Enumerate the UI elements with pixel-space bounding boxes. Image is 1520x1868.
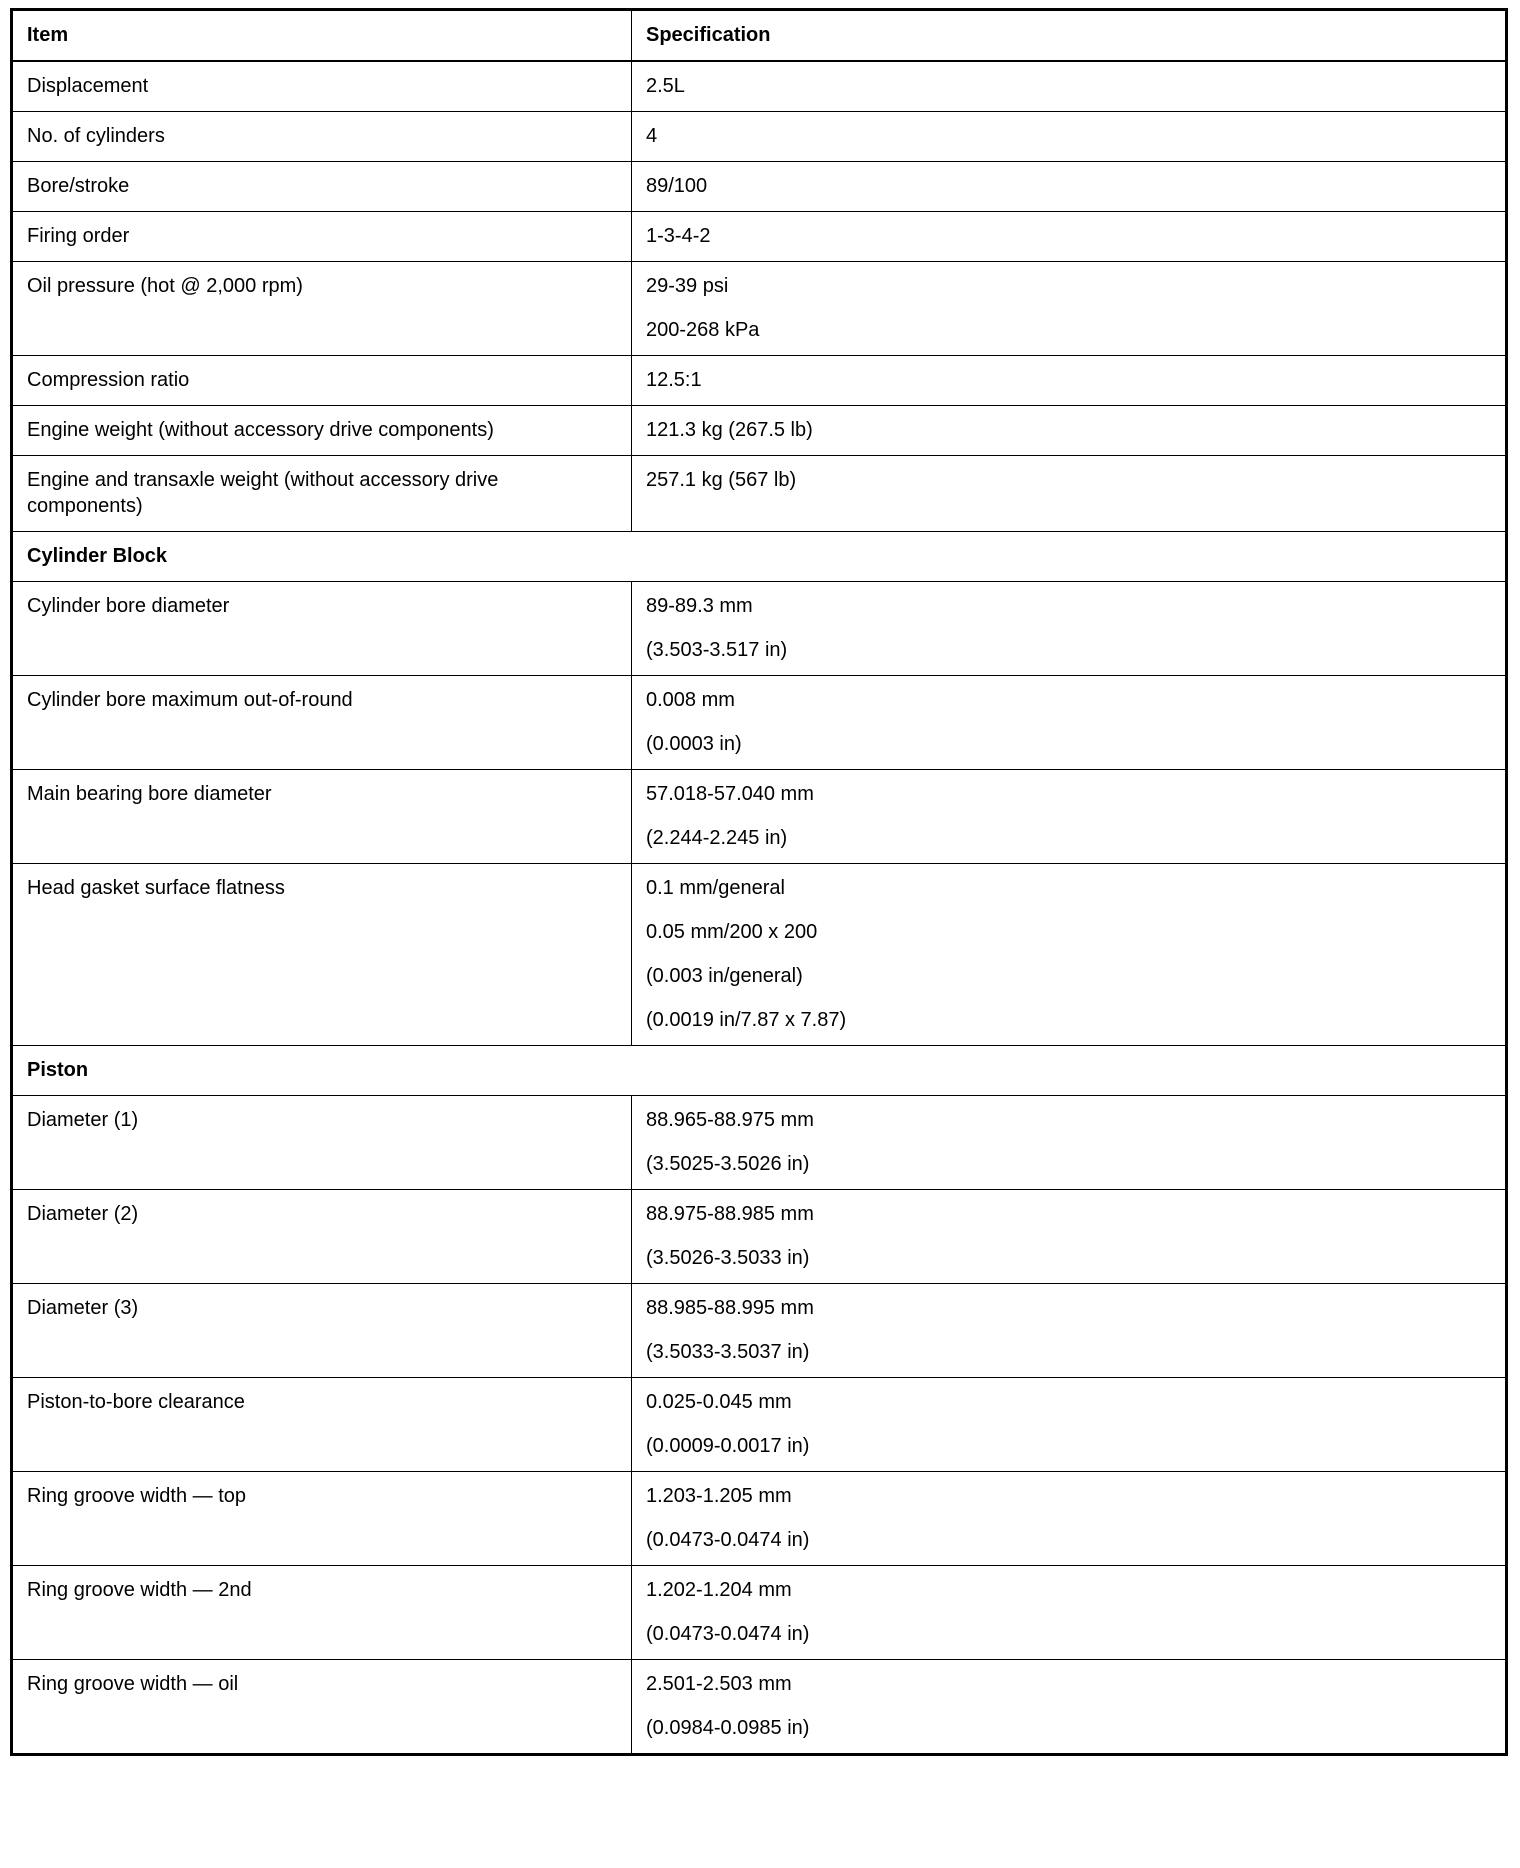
cell-specification <box>632 112 1507 162</box>
table-row <box>12 770 1507 864</box>
specification-line: 12.5:1 <box>646 369 702 391</box>
cell-specification <box>632 1566 1507 1660</box>
cell-specification <box>632 864 1507 1046</box>
specification-line: (3.503-3.517 in) <box>646 639 788 661</box>
cell-item: Bore/stroke <box>12 162 632 212</box>
specification-line: (3.5026-3.5033 in) <box>646 1247 810 1269</box>
cell-item: Cylinder bore maximum out-of-round <box>12 676 632 770</box>
table-row <box>12 1378 1507 1472</box>
specification-line: 2.501-2.503 mm <box>646 1673 792 1695</box>
table-row <box>12 582 1507 676</box>
cell-specification <box>632 1378 1507 1472</box>
cell-item: Engine weight (without accessory drive components) <box>12 406 632 456</box>
specification-line: 2.5L <box>646 75 685 97</box>
cell-item: Firing order <box>12 212 632 262</box>
cell-item: Diameter (3) <box>12 1284 632 1378</box>
cell-specification <box>632 456 1507 532</box>
specification-line: 89/100 <box>646 175 708 197</box>
specification-line: 88.975-88.985 mm <box>646 1203 814 1225</box>
cell-item: Piston-to-bore clearance <box>12 1378 632 1472</box>
table-row <box>12 456 1507 532</box>
section-title: Piston <box>12 1046 1507 1096</box>
cell-item: Ring groove width — oil <box>12 1660 632 1755</box>
cell-specification <box>632 162 1507 212</box>
table-row <box>12 864 1507 1046</box>
specification-line: (0.0003 in) <box>646 733 742 755</box>
specification-line: (3.5033-3.5037 in) <box>646 1341 810 1363</box>
specification-line: 0.008 mm <box>646 689 735 711</box>
cell-specification <box>632 1190 1507 1284</box>
table-row <box>12 212 1507 262</box>
section-title: Cylinder Block <box>12 532 1507 582</box>
specification-line: (2.244-2.245 in) <box>646 827 788 849</box>
table-row <box>12 1284 1507 1378</box>
table-row <box>12 1566 1507 1660</box>
table-row <box>12 406 1507 456</box>
cell-specification <box>632 1472 1507 1566</box>
cell-item: Engine and transaxle weight (without accessory drive components) <box>12 456 632 532</box>
specification-line: 57.018-57.040 mm <box>646 783 814 805</box>
cell-item: Displacement <box>12 61 632 112</box>
specification-line: 0.025-0.045 mm <box>646 1391 792 1413</box>
column-header-specification: Specification <box>632 10 1507 62</box>
cell-item: Main bearing bore diameter <box>12 770 632 864</box>
table-section-row <box>12 532 1507 582</box>
cell-item: Ring groove width — 2nd <box>12 1566 632 1660</box>
specification-line: 1.202-1.204 mm <box>646 1579 792 1601</box>
table-row <box>12 1096 1507 1190</box>
cell-specification <box>632 212 1507 262</box>
table-section-row <box>12 1046 1507 1096</box>
table-row <box>12 61 1507 112</box>
table-body <box>12 61 1507 1755</box>
cell-item: Cylinder bore diameter <box>12 582 632 676</box>
cell-specification <box>632 262 1507 356</box>
cell-item: Ring groove width — top <box>12 1472 632 1566</box>
cell-specification <box>632 1096 1507 1190</box>
specification-line: (0.003 in/general) <box>646 965 803 987</box>
specification-line: 121.3 kg (267.5 lb) <box>646 419 813 441</box>
cell-specification <box>632 1660 1507 1755</box>
table-row <box>12 356 1507 406</box>
table-row <box>12 262 1507 356</box>
specification-line: 88.965-88.975 mm <box>646 1109 814 1131</box>
table-header-row <box>12 10 1507 62</box>
specification-line: (0.0473-0.0474 in) <box>646 1623 810 1645</box>
cell-item: Compression ratio <box>12 356 632 406</box>
specification-line: (0.0019 in/7.87 x 7.87) <box>646 1009 847 1031</box>
specification-line: (0.0009-0.0017 in) <box>646 1435 810 1457</box>
table-row <box>12 1660 1507 1755</box>
cell-specification <box>632 61 1507 112</box>
cell-specification <box>632 582 1507 676</box>
cell-specification <box>632 406 1507 456</box>
cell-item: Oil pressure (hot @ 2,000 rpm) <box>12 262 632 356</box>
engine-specification-table <box>10 8 1508 1756</box>
table-header <box>12 10 1507 62</box>
specification-line: 89-89.3 mm <box>646 595 753 617</box>
specification-line: (0.0984-0.0985 in) <box>646 1717 810 1739</box>
specification-line: 257.1 kg (567 lb) <box>646 469 797 491</box>
table-row <box>12 1472 1507 1566</box>
cell-item: Diameter (1) <box>12 1096 632 1190</box>
specification-line: 0.05 mm/200 x 200 <box>646 921 818 943</box>
specification-line: 200-268 kPa <box>646 319 760 341</box>
cell-item: No. of cylinders <box>12 112 632 162</box>
specification-line: (0.0473-0.0474 in) <box>646 1529 810 1551</box>
cell-specification <box>632 770 1507 864</box>
cell-item: Diameter (2) <box>12 1190 632 1284</box>
table-row <box>12 1190 1507 1284</box>
cell-item: Head gasket surface flatness <box>12 864 632 1046</box>
cell-specification <box>632 356 1507 406</box>
specification-line: (3.5025-3.5026 in) <box>646 1153 810 1175</box>
column-header-item: Item <box>12 10 632 62</box>
specification-line: 1-3-4-2 <box>646 225 711 247</box>
table-row <box>12 676 1507 770</box>
specification-line: 0.1 mm/general <box>646 877 785 899</box>
cell-specification <box>632 1284 1507 1378</box>
specification-line: 29-39 psi <box>646 275 729 297</box>
table-row <box>12 112 1507 162</box>
cell-specification <box>632 676 1507 770</box>
specification-line: 4 <box>646 125 658 147</box>
specification-line: 1.203-1.205 mm <box>646 1485 792 1507</box>
table-row <box>12 162 1507 212</box>
specification-line: 88.985-88.995 mm <box>646 1297 814 1319</box>
